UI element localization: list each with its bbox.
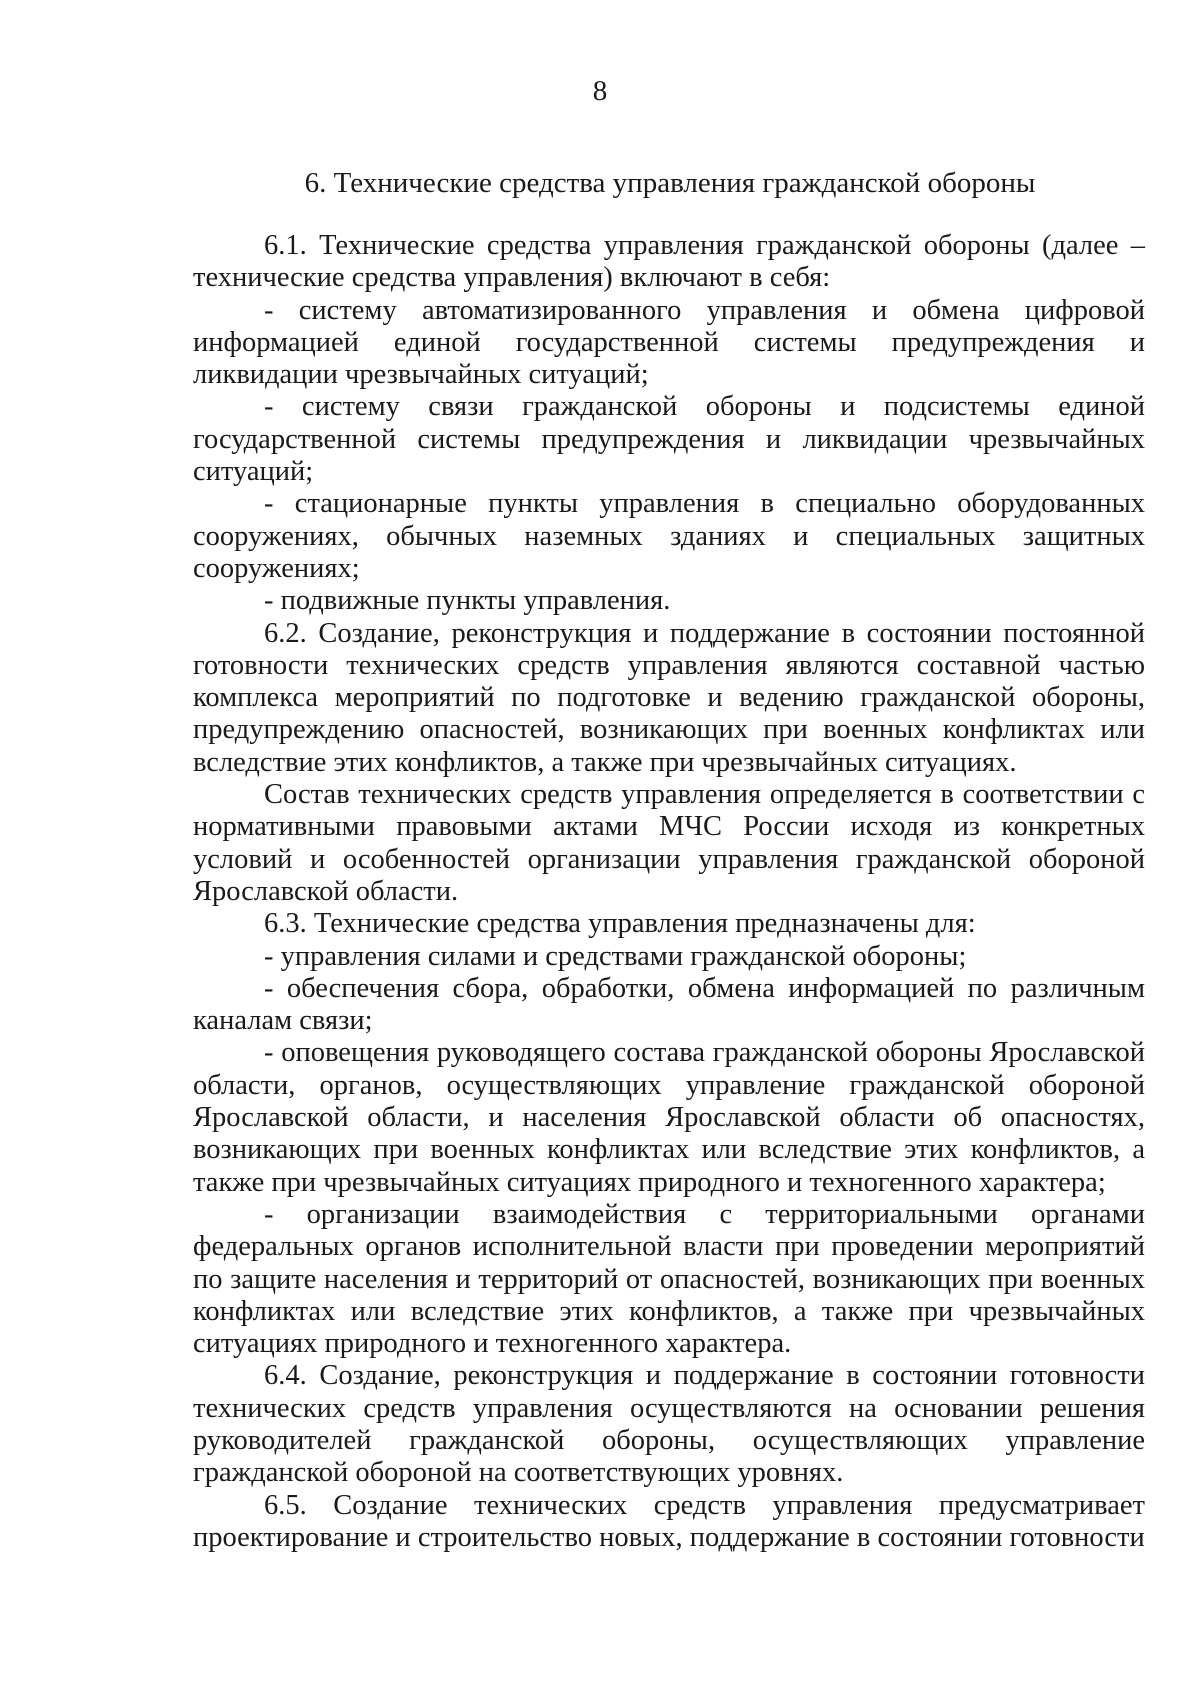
list-item-forces-management: - управления силами и средствами гражданской обороны; (264, 940, 967, 972)
list-item-notification: - оповещения руководящего состава гражданской обороны Ярославской области, органов, осуществляющих управление гражданской обороной Ярославской области, и населения Ярославской области об опасностях, возникающих при военных конфликтах или вследствие этих конфликтов, а также при чрезвычайных ситуациях природного и техногенного характера; (193, 1037, 1145, 1198)
paragraph-composition: Состав технических средств управления определяется в соответствии с нормативными правовыми актами МЧС России исходя из конкретных условий и особенностей организации управления гражданской обороной Ярославской области. (193, 779, 1145, 907)
section-title: 6. Технические средства управления гражданской обороны (304, 167, 1036, 199)
paragraph-6-4: 6.4. Создание, реконструкция и поддержание в состоянии готовности технических средств управления осуществляются на основании решения руководителей гражданской обороны, осуществляющих управление гражданской обороной на соответствующих уровнях. (193, 1360, 1145, 1489)
list-item-interaction: - организации взаимодействия с территориальными органами федеральных органов исполнительной власти при проведении мероприятий по защите населения и территорий от опасностей, возникающих при военных конфликтах или вследствие этих конфликтов, а также при чрезвычайных ситуациях природного и техногенного характера. (193, 1198, 1145, 1360)
paragraph-6-5: 6.5. Создание технических средств управления предусматривает проектирование и строительство новых, поддержание в состоянии готовности (193, 1489, 1145, 1553)
document-body (193, 230, 1145, 1554)
paragraph-6-2: 6.2. Создание, реконструкция и поддержание в состоянии постоянной готовности технических средств управления являются составной частью комплекса мероприятий по подготовке и ведению гражданской обороны, предупреждению опасностей, возникающих при военных конфликтах или вследствие этих конфликтов, а также при чрезвычайных ситуациях. (193, 617, 1145, 778)
paragraph-6-1: 6.1. Технические средства управления гражданской обороны (далее – технические средства управления) включают в себя: (193, 230, 1145, 294)
list-item-stationary-control-points: - стационарные пункты управления в специально оборудованных сооружениях, обычных наземных зданиях и специальных защитных сооружениях; (193, 488, 1145, 584)
list-item-automated-control-system: - систему автоматизированного управления и обмена цифровой информацией единой государственной системы предупреждения и ликвидации чрезвычайных ситуаций; (193, 294, 1145, 391)
list-item-mobile-control-points: - подвижные пункты управления. (264, 585, 671, 617)
page-number: 8 (592, 75, 608, 107)
list-item-information-exchange: - обеспечения сбора, обработки, обмена информацией по различным каналам связи; (193, 972, 1145, 1037)
paragraph-6-3: 6.3. Технические средства управления предназначены для: (264, 908, 976, 940)
list-item-communication-system: - систему связи гражданской обороны и подсистемы единой государственной системы предупреждения и ликвидации чрезвычайных ситуаций; (193, 391, 1145, 488)
